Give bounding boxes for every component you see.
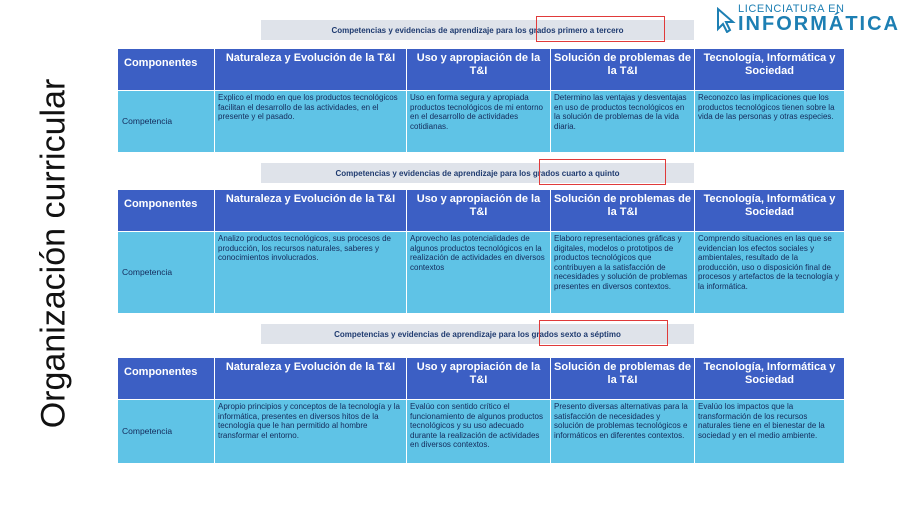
header-uso: Uso y apropiación de la T&I xyxy=(407,358,551,400)
table-cell: Explico el modo en que los productos tecnológicos facilitan el desarrollo de las actividades, en el presente y el pasado. xyxy=(215,91,407,153)
table-cell: Comprendo situaciones en las que se evidencian los efectos sociales y ambientales, resultado de la producción, uso o disposición final de procesos y artefactos de la tecnología y la informática. xyxy=(695,232,845,314)
highlight-box xyxy=(539,320,668,346)
table-header-row xyxy=(118,358,845,400)
section-banner xyxy=(261,163,694,183)
table-cell: Determino las ventajas y desventajas en uso de productos tecnológicos en la solución de problemas de la vida diaria. xyxy=(551,91,695,153)
header-naturaleza: Naturaleza y Evolución de la T&I xyxy=(215,190,407,232)
logo xyxy=(716,3,898,37)
header-solucion: Solución de problemas de la T&I xyxy=(551,190,695,232)
row-label: Competencia xyxy=(118,91,215,153)
header-uso: Uso y apropiación de la T&I xyxy=(407,49,551,91)
header-components: Componentes xyxy=(118,358,215,400)
header-tecnologia: Tecnología, Informática y Sociedad xyxy=(695,49,845,91)
side-title xyxy=(24,0,84,506)
table-cell: Evalúo con sentido crítico el funcionamiento de algunos productos tecnológicos y su uso adecuado durante la realización de actividades en diversos contextos. xyxy=(407,400,551,464)
header-components: Componentes xyxy=(118,190,215,232)
table-cell: Evalúo los impactos que la transformación de los recursos naturales tiene en el bienestar de la sociedad y en el medio ambiente. xyxy=(695,400,845,464)
section-banner-text: Competencias y evidencias de aprendizaje para los grados cuarto a quinto xyxy=(335,168,620,178)
section-banner xyxy=(261,20,694,40)
header-naturaleza: Naturaleza y Evolución de la T&I xyxy=(215,49,407,91)
table-cell: Reconozco las implicaciones que los productos tecnológicos tienen sobre la vida de las personas y otras especies. xyxy=(695,91,845,153)
table-row xyxy=(118,400,845,464)
header-tecnologia: Tecnología, Informática y Sociedad xyxy=(695,190,845,232)
section-banner-text: Competencias y evidencias de aprendizaje para los grados sexto a séptimo xyxy=(334,329,621,339)
logo-line2: INFORMÁTICA xyxy=(738,13,900,35)
table-header-row xyxy=(118,49,845,91)
competency-table xyxy=(117,357,845,464)
header-uso: Uso y apropiación de la T&I xyxy=(407,190,551,232)
table-cell: Analizo productos tecnológicos, sus procesos de producción, los recursos naturales, saberes y conocimientos involucrados. xyxy=(215,232,407,314)
table-cell: Presento diversas alternativas para la satisfacción de necesidades y solución de problemas tecnológicos e informáticos en diferentes contextos. xyxy=(551,400,695,464)
competency-table xyxy=(117,48,845,153)
logo-line1: LICENCIATURA EN xyxy=(738,3,845,15)
highlight-box xyxy=(539,159,666,185)
header-solucion: Solución de problemas de la T&I xyxy=(551,358,695,400)
competency-table xyxy=(117,189,845,314)
table-header-row xyxy=(118,190,845,232)
table-cell: Apropio principios y conceptos de la tecnología y la informática, presentes en diversos hitos de la tecnología que le han permitido al hombre transformar el entorno. xyxy=(215,400,407,464)
section-banner-text: Competencias y evidencias de aprendizaje para los grados primero a tercero xyxy=(331,25,624,35)
row-label: Competencia xyxy=(118,232,215,314)
header-solucion: Solución de problemas de la T&I xyxy=(551,49,695,91)
header-tecnologia: Tecnología, Informática y Sociedad xyxy=(695,358,845,400)
table-row xyxy=(118,91,845,153)
section-banner xyxy=(261,324,694,344)
table-cell: Aprovecho las potencialidades de algunos productos tecnológicos en la realización de actividades en diversos contextos xyxy=(407,232,551,314)
cursor-logo-icon xyxy=(716,7,736,33)
header-components: Componentes xyxy=(118,49,215,91)
table-cell: Uso en forma segura y apropiada productos tecnológicos de mi entorno en el desarrollo de actividades cotidianas. xyxy=(407,91,551,153)
header-naturaleza: Naturaleza y Evolución de la T&I xyxy=(215,358,407,400)
table-row xyxy=(118,232,845,314)
table-cell: Elaboro representaciones gráficas y digitales, modelos o prototipos de productos tecnológicos que contribuyen a la satisfacción de necesidades y solución de problemas presentes en diversos contextos. xyxy=(551,232,695,314)
side-title-text: Organización curricular xyxy=(34,78,73,428)
row-label: Competencia xyxy=(118,400,215,464)
highlight-box xyxy=(536,16,665,42)
